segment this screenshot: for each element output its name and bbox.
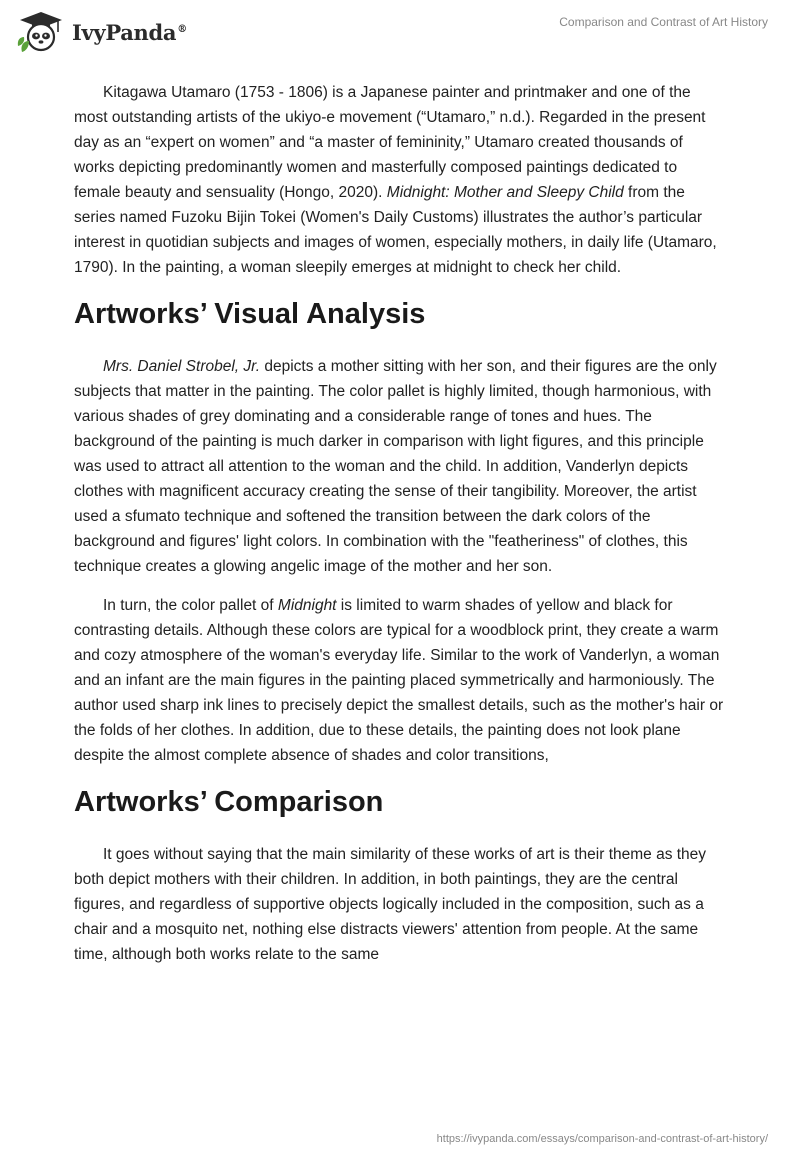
paragraph-text: is limited to warm shades of yellow and black for contrasting details. Although these colors are typical for a woodblock print, they create a warm and cozy atmosphere of the woman's everyday life. Similar to the work of Vanderlyn, a woman and an infant are the main figures in the painting placed symmetrically and harmoniously. The author used sharp ink lines to precisely depict the smallest details, such as the mother's hair or the folds of her clothes. In addition, due to these details, the painting does not look plane despite the almost complete absence of shades and color transitions, xyxy=(74,597,724,764)
source-url-link[interactable]: https://ivypanda.com/essays/comparison-and-contrast-of-art-history/ xyxy=(436,1133,768,1145)
body-paragraph xyxy=(74,80,726,280)
section-heading: Artworks’ Visual Analysis xyxy=(74,298,426,330)
registered-mark: ® xyxy=(177,23,187,35)
paragraph-text: from the series named Fuzoku Bijin Tokei (Women's Daily Customs) illustrates the author’s particular interest in quotidian subjects and images of women, especially mothers, in daily life (Utamaro, 1790). In the painting, a woman sleepily emerges at midnight to check her child. xyxy=(74,184,717,276)
body-paragraph xyxy=(74,593,726,768)
body-paragraph xyxy=(74,842,726,967)
section-heading: Artworks’ Comparison xyxy=(74,786,384,818)
paragraph-text: depicts a mother sitting with her son, and their figures are the only subjects that matter in the painting. The color pallet is highly limited, though harmonious, with various shades of grey dominating and a considerable range of tones and hues. The background of the painting is much darker in comparison with light figures, and this principle was used to attract all attention to the woman and the child. In addition, Vanderlyn depicts clothes with magnificent accuracy creating the sense of their tangibility. Moreover, the artist used a sfumato technique and softened the transition between the dark colors of the background and figures' light colors. In combination with the "featheriness" of clothes, this technique creates a glowing angelic image of the mother and her son. xyxy=(74,358,717,575)
paragraph-text: In turn, the color pallet of xyxy=(103,597,278,614)
italic-title-text: Midnight: Mother and Sleepy Child xyxy=(386,184,624,201)
brand-name: IvyPanda® xyxy=(72,19,187,45)
panda-graduate-icon xyxy=(16,10,66,54)
essay-body xyxy=(74,80,726,981)
page-header xyxy=(0,0,800,70)
italic-title-text: Midnight xyxy=(277,597,337,614)
italic-title-text: Mrs. Daniel Strobel, Jr. xyxy=(103,358,261,375)
ivypanda-logo[interactable] xyxy=(16,10,187,54)
paragraph-text: It goes without saying that the main similarity of these works of art is their theme as they both depict mothers with their children. In addition, in both paintings, they are the central figures, and regardless of supportive objects logically included in the composition, such as a chair and a mosquito net, nothing else distracts viewers' attention from people. At the same time, although both works relate to the same xyxy=(74,846,707,963)
body-paragraph xyxy=(74,354,726,579)
document-title: Comparison and Contrast of Art History xyxy=(559,15,768,29)
paragraph-text: Kitagawa Utamaro (1753 - 1806) is a Japanese painter and printmaker and one of the most outstanding artists of the ukiyo-e movement (“Utamaro,” n.d.). Regarded in the present day as an “expert on women” and “a master of femininity,” Utamaro created thousands of works depicting predominantly women and masterfully composed paintings dedicated to female beauty and sensuality (Hongo, 2020). xyxy=(74,84,706,201)
